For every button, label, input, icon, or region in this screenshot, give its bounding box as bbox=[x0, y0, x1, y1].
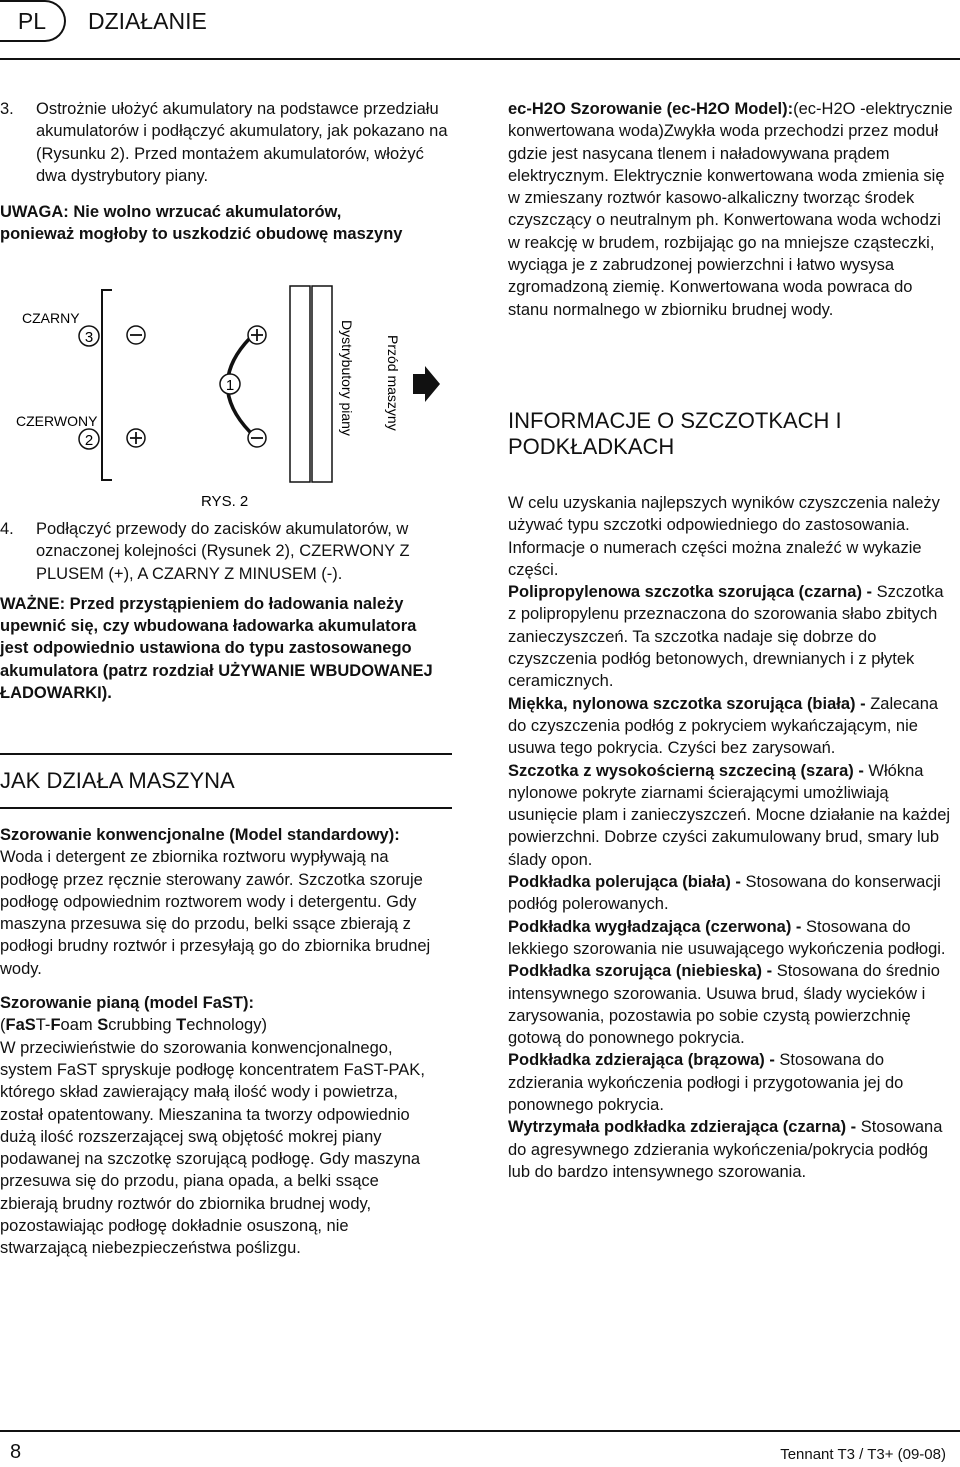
step-3 bbox=[0, 98, 460, 187]
foam-acronym: (FaST-Foam Scrubbing Technology) bbox=[0, 1016, 267, 1035]
left-column-top bbox=[0, 98, 460, 246]
important-text: WAŻNE: Przed przystąpieniem do ładowania należy upewnić się, czy wbudowana ładowarka akumulatora jest odpowiednio ustawiona do typu zastosowanego akumulatora (patrz rozdział UŻYWANIE WBUDOWANEJ ŁADOWARKI). bbox=[0, 594, 433, 703]
battery-diagram bbox=[0, 280, 450, 510]
step-4-text: Podłączyć przewody do zacisków akumulatorów, w oznaczonej kolejności (Rysunek 2), CZERWONY Z PLUSEM (+), A CZARNY Z MINUSEM (-). bbox=[36, 520, 410, 583]
arrow-right-icon bbox=[413, 366, 440, 402]
brush-intro: W celu uzyskania najlepszych wyników czyszczenia należy używać typu szczotki odpowiedniego do zastosowania. Informacje o numerach części można znaleźć w wykazie części. bbox=[508, 494, 940, 579]
language-badge: PL bbox=[0, 0, 66, 42]
red-label: CZERWONY bbox=[16, 413, 98, 429]
conventional-paragraph bbox=[0, 824, 440, 980]
brush-entry: Miękka, nylonowa szczotka szorująca (biała) - Zalecana do czyszczenia podłóg z pokryciem wykańczającym, nie usuwa tego pokrycia. Czyści bez zarysowań. bbox=[508, 694, 939, 758]
section-title-brushes: INFORMACJE O SZCZOTKACH I PODKŁADKACH bbox=[508, 408, 842, 459]
warning-text: UWAGA: Nie wolno wrzucać akumulatorów, ponieważ mogłoby to uszkodzić obudowę maszyny bbox=[0, 203, 403, 244]
battery-bracket bbox=[102, 290, 112, 480]
pad-entry: Podkładka zdzierająca (brązowa) - Stosowana do zdzierania wykończenia podłogi i przygotowania jej do ponownego pokrycia. bbox=[508, 1051, 904, 1115]
section-title-how-it-works: JAK DZIAŁA MASZYNA bbox=[0, 768, 235, 793]
foam-distributor-1 bbox=[290, 286, 310, 482]
brush-entry: Szczotka z wysokościerną szczeciną (szara) - Włókna nylonowe pokryte ziarnami ścierającymi umożliwiają usunięcie plam i zanieczyszczeń. Mocne działanie na każdej powierzchni. Dobrze czyści zakumulowany brud, smary lub ślady opon. bbox=[508, 761, 951, 869]
right-column-top bbox=[508, 98, 953, 321]
footer-model: Tennant T3 / T3+ (09-08) bbox=[780, 1446, 946, 1463]
left-column-bottom bbox=[0, 518, 460, 704]
pad-entry: Podkładka wygładzająca (czerwona) - Stosowana do lekkiego szorowania nie usuwającego wykończenia podłogi. bbox=[508, 917, 946, 958]
foam-distributor-2 bbox=[312, 286, 332, 482]
section-divider bbox=[0, 753, 452, 755]
pad-entry: Podkładka szorująca (niebieska) - Stosowana do średnio intensywnego szorowania. Usuwa brud, ślady wycieków i zarysowania, pozostawia po sobie czystą powierzchnię gotową do ponownego pokrycia. bbox=[508, 962, 940, 1048]
step-4 bbox=[0, 518, 460, 585]
section-divider bbox=[0, 807, 452, 809]
pad-entry: Wytrzymała podkładka zdzierająca (czarna) - Stosowana do agresywnego zdzierania wykończenia/pokrycia podłóg lub do bardzo intensywnego szorowania. bbox=[508, 1118, 943, 1181]
front-label: Przód maszyny bbox=[385, 335, 401, 431]
foam-text: W przeciwieństwie do szorowania konwencjonalnego, system FaST spryskuje podłogę koncentratem FaST-PAK, którego skład zawierający małą ilość wody i powietrza, został opatentowany. Mieszanina ta tworzy odpowiednio dużą ilość rozszerzającej swą objętość mokrej piany podawanej na szczotkę szorującą podłogę. Gdy maszyna przesuwa się do przodu, piana opada, a belki ssące zbierają brudny roztwór do zbiornika brudnej wody, pozostawiając podłogę dokładnie osuszoną, nie stwarzającą niebezpieczeństwa poślizgu. bbox=[0, 1038, 425, 1258]
distributor-label: Dystrybutory piany bbox=[339, 320, 355, 436]
foam-title: Szorowanie pianą (model FaST): bbox=[0, 994, 254, 1013]
ec-paragraph bbox=[508, 98, 953, 321]
conventional-title: Szorowanie konwencjonalne (Model standardowy): bbox=[0, 826, 400, 844]
right-column-brushes bbox=[508, 492, 953, 1183]
ec-title: ec-H2O Szorowanie (ec-H2O Model): bbox=[508, 100, 794, 118]
pad-entry: Podkładka polerująca (biała) - Stosowana do konserwacji podłóg polerowanych. bbox=[508, 873, 941, 914]
page-title: DZIAŁANIE bbox=[88, 8, 207, 34]
conventional-text: Woda i detergent ze zbiornika roztworu wypływają na podłogę przez ręcznie sterowany zawór. Szczotka szoruje podłogę odpowiednim roztworem wody i detergentu. Gdy maszyna przesuwa się do przodu, belki ssące zbierają z podłogi brudny roztwór i przesyłają go do zbiornika brudnej wody. bbox=[0, 848, 431, 978]
step-4-number: 4. bbox=[0, 520, 14, 538]
footer-divider bbox=[0, 1430, 960, 1432]
page-number: 8 bbox=[10, 1441, 22, 1463]
marker-1: 1 bbox=[225, 377, 235, 394]
left-column-operation bbox=[0, 824, 440, 1260]
brush-entry: Polipropylenowa szczotka szorująca (czarna) - Szczotka z polipropylenu przeznaczona do szorowania słabo zbitych zanieczyszczeń. Ta szczotka nadaje się dobrze do czyszczenia podłóg betonowych, drewnianych i z płytek ceramicznych. bbox=[508, 583, 944, 691]
header-divider bbox=[0, 58, 960, 60]
marker-2: 2 bbox=[84, 432, 94, 449]
black-label: CZARNY bbox=[22, 310, 80, 326]
step-3-number: 3. bbox=[0, 100, 14, 118]
figure-caption: RYS. 2 bbox=[201, 493, 249, 510]
ec-text: (ec-H2O -elektrycznie konwertowana woda)Zwykła woda przechodzi przez moduł gdzie jest nasycana tlenem i naładowywana prądem elektrycznym. Elektrycznie konwertowana woda zmienia się w zmieszany roztwór kasowo-alkaliczny tworząc środek czyszczący o neutralnym ph. Konwertowana woda wchodzi w reakcję w brudem, rozbijając go na mniejsze cząsteczki, wyciąga je z zabrudzonej powierzchni i łatwo wysysa zgromadzoną ziemię. Konwertowana woda powraca do stanu normalnego w zbiorniku brudnej wody. bbox=[508, 100, 953, 319]
step-3-text: Ostrożnie ułożyć akumulatory na podstawce przedziału akumulatorów i podłączyć akumulatory, jak pokazano na (Rysunku 2). Przed montażem akumulatorów, włożyć dwa dystrybutory piany. bbox=[36, 100, 448, 185]
marker-3: 3 bbox=[84, 329, 94, 346]
